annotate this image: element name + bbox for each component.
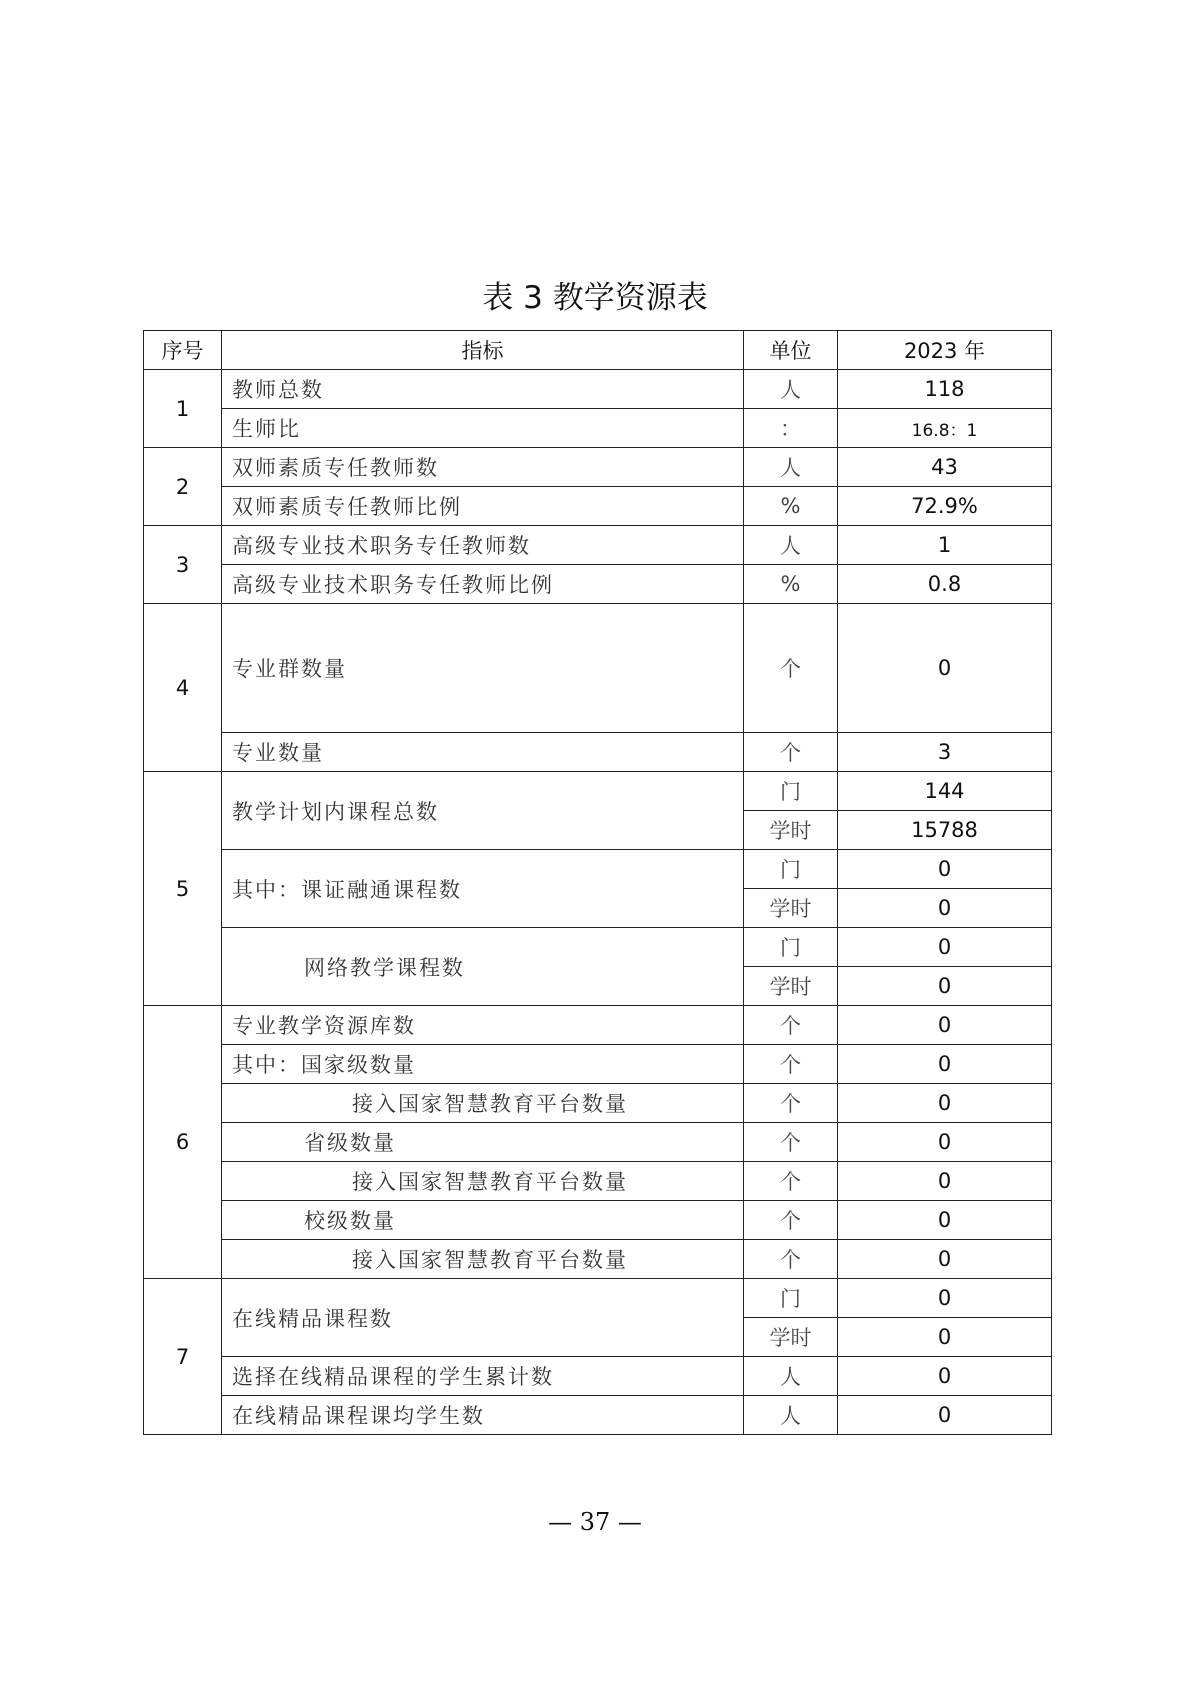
- unit-cell: 个: [744, 1201, 838, 1240]
- header-unit: 单位: [744, 331, 838, 370]
- indicator-cell: 专业教学资源库数: [222, 1006, 744, 1045]
- value-cell: 0: [838, 1162, 1052, 1201]
- unit-cell: 门: [744, 850, 838, 889]
- table-row: [144, 409, 1052, 448]
- indicator-cell: 双师素质专任教师数: [222, 448, 744, 487]
- indicator-cell: 专业群数量: [222, 604, 744, 733]
- indicator-cell: 高级专业技术职务专任教师数: [222, 526, 744, 565]
- table-row: [144, 1162, 1052, 1201]
- indicator-cell: 专业数量: [222, 733, 744, 772]
- value-cell: 16.8：1: [838, 409, 1052, 448]
- unit-cell: 门: [744, 772, 838, 811]
- table-row: [144, 1123, 1052, 1162]
- value-cell: 0: [838, 1279, 1052, 1318]
- unit-cell: 人: [744, 1396, 838, 1435]
- unit-cell: 人: [744, 526, 838, 565]
- indicator-cell: [222, 1123, 744, 1162]
- table-row: [144, 1357, 1052, 1396]
- seq-cell: 5: [144, 772, 222, 1006]
- indicator-cell: [222, 928, 744, 1006]
- unit-cell: 学时: [744, 1318, 838, 1357]
- value-cell: 0: [838, 1045, 1052, 1084]
- indicator-cell: 在线精品课程课均学生数: [222, 1396, 744, 1435]
- indicator-cell: 其中：国家级数量: [222, 1045, 744, 1084]
- unit-cell: 个: [744, 733, 838, 772]
- indicator-cell: 高级专业技术职务专任教师比例: [222, 565, 744, 604]
- unit-cell: 人: [744, 370, 838, 409]
- table-row: [144, 487, 1052, 526]
- value-cell: 0: [838, 850, 1052, 889]
- seq-cell: 7: [144, 1279, 222, 1435]
- indicator-cell: 其中：课证融通课程数: [222, 850, 744, 928]
- value-cell: 0: [838, 889, 1052, 928]
- unit-cell: 门: [744, 1279, 838, 1318]
- page-number: — 37 —: [548, 1508, 642, 1536]
- indicator-cell: 教学计划内课程总数: [222, 772, 744, 850]
- table-row: [144, 1045, 1052, 1084]
- value-cell: 1: [838, 526, 1052, 565]
- table-row: [144, 733, 1052, 772]
- indicator-text: 接入国家智慧教育平台数量: [352, 1092, 628, 1116]
- table-row: [144, 604, 1052, 733]
- table-row: [144, 928, 1052, 967]
- value-cell: 0: [838, 967, 1052, 1006]
- unit-cell: %: [744, 487, 838, 526]
- value-cell: 0: [838, 1123, 1052, 1162]
- value-cell: 0: [838, 1006, 1052, 1045]
- value-cell: 43: [838, 448, 1052, 487]
- unit-cell: 学时: [744, 967, 838, 1006]
- indicator-cell: 教师总数: [222, 370, 744, 409]
- value-cell: 0: [838, 604, 1052, 733]
- table-row: [144, 1006, 1052, 1045]
- unit-cell: 个: [744, 604, 838, 733]
- value-cell: 0: [838, 1396, 1052, 1435]
- header-seq: 序号: [144, 331, 222, 370]
- value-cell: 15788: [838, 811, 1052, 850]
- indicator-text: 接入国家智慧教育平台数量: [352, 1170, 628, 1194]
- value-cell: 3: [838, 733, 1052, 772]
- header-indicator: 指标: [222, 331, 744, 370]
- unit-cell: 学时: [744, 889, 838, 928]
- unit-cell: 人: [744, 448, 838, 487]
- indicator-cell: 选择在线精品课程的学生累计数: [222, 1357, 744, 1396]
- seq-cell: 3: [144, 526, 222, 604]
- header-year: 2023 年: [838, 331, 1052, 370]
- unit-cell: 个: [744, 1162, 838, 1201]
- indicator-cell: [222, 1201, 744, 1240]
- table-row: [144, 448, 1052, 487]
- seq-cell: 2: [144, 448, 222, 526]
- indicator-cell: 在线精品课程数: [222, 1279, 744, 1357]
- value-cell: 72.9%: [838, 487, 1052, 526]
- seq-cell: 6: [144, 1006, 222, 1279]
- table-row: [144, 370, 1052, 409]
- value-cell: 118: [838, 370, 1052, 409]
- table-row: [144, 850, 1052, 889]
- unit-cell: 个: [744, 1084, 838, 1123]
- teaching-resources-table: [143, 330, 1052, 1435]
- table-row: [144, 772, 1052, 811]
- value-cell: 0: [838, 1201, 1052, 1240]
- table-row: [144, 1396, 1052, 1435]
- unit-cell: 个: [744, 1006, 838, 1045]
- unit-cell: 个: [744, 1123, 838, 1162]
- value-cell: 0.8: [838, 565, 1052, 604]
- unit-cell: 学时: [744, 811, 838, 850]
- indicator-cell: 生师比: [222, 409, 744, 448]
- seq-cell: 1: [144, 370, 222, 448]
- table-row: [144, 1279, 1052, 1318]
- value-cell: 0: [838, 928, 1052, 967]
- indicator-cell: [222, 1162, 744, 1201]
- indicator-text: 省级数量: [304, 1131, 396, 1155]
- value-cell: 0: [838, 1240, 1052, 1279]
- table-row: [144, 526, 1052, 565]
- indicator-text: 网络教学课程数: [304, 955, 465, 980]
- seq-cell: 4: [144, 604, 222, 772]
- value-cell: 0: [838, 1357, 1052, 1396]
- table-row: [144, 1240, 1052, 1279]
- table-row: [144, 1201, 1052, 1240]
- unit-cell: 个: [744, 1240, 838, 1279]
- indicator-text: 校级数量: [304, 1209, 396, 1233]
- table-title: 表 3 教学资源表: [482, 280, 708, 316]
- unit-cell: 个: [744, 1045, 838, 1084]
- unit-cell: 人: [744, 1357, 838, 1396]
- indicator-text: 接入国家智慧教育平台数量: [352, 1248, 628, 1272]
- indicator-cell: [222, 1084, 744, 1123]
- table-row: [144, 565, 1052, 604]
- table-header-row: [144, 331, 1052, 370]
- table-row: [144, 1084, 1052, 1123]
- value-cell: 144: [838, 772, 1052, 811]
- value-cell: 0: [838, 1084, 1052, 1123]
- unit-cell: 门: [744, 928, 838, 967]
- unit-cell: ：: [744, 409, 838, 448]
- value-cell: 0: [838, 1318, 1052, 1357]
- indicator-cell: [222, 1240, 744, 1279]
- unit-cell: %: [744, 565, 838, 604]
- indicator-cell: 双师素质专任教师比例: [222, 487, 744, 526]
